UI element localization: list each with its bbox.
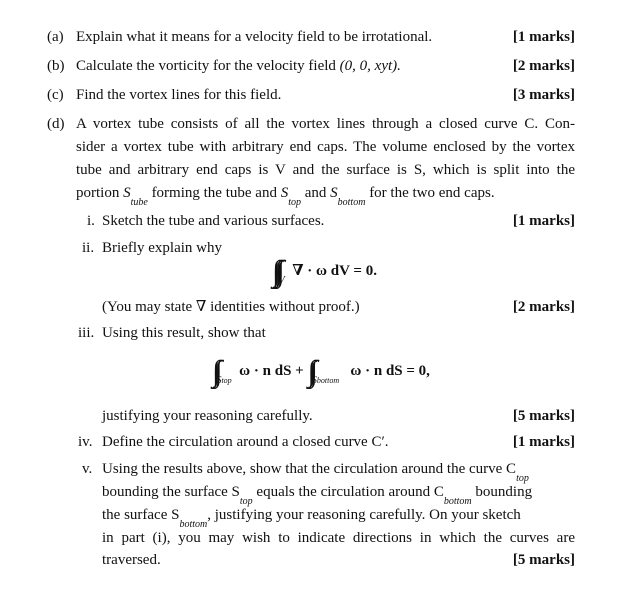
sub-bottom: bottom xyxy=(179,519,208,530)
subpart-v-line-2-b: equals the circulation around C xyxy=(252,484,444,500)
part-c-marks: [3 marks] xyxy=(512,87,575,103)
subpart-v-marks: [5 marks] xyxy=(512,552,575,568)
part-d-line-3: tube and arbitrary end caps is V and the surface is S, which is split into the xyxy=(76,162,575,178)
part-b-text xyxy=(76,57,401,75)
subpart-i-marks: [1 marks] xyxy=(512,213,575,229)
subpart-i-text: Sketch the tube and various surfaces. xyxy=(102,213,325,229)
part-a-label: (a) xyxy=(47,29,64,45)
subpart-ii-text: Briefly explain why xyxy=(102,240,222,256)
subpart-iii-equation xyxy=(212,355,430,390)
sub-tube: tube xyxy=(130,197,148,208)
subpart-v-line-5: traversed. xyxy=(102,552,161,568)
double-integral-icon: ∫∫ xyxy=(307,355,312,388)
part-a-text: Explain what it means for a velocity field to be irrotational. xyxy=(76,29,433,45)
part-d-line-4 xyxy=(76,184,495,212)
subpart-ii-note: (You may state ∇ identities without proof.) xyxy=(102,299,360,315)
part-b-text-before: Calculate the vorticity for the velocity field xyxy=(76,58,340,74)
s-symbol: S xyxy=(123,185,131,201)
subpart-iii-term-1: ω · n dS + xyxy=(239,363,304,379)
sub-s-top-s: S xyxy=(216,375,222,386)
subpart-v-label: v. xyxy=(82,461,93,477)
subpart-v-line-2-a: bounding the surface S xyxy=(102,484,240,500)
part-c-label: (c) xyxy=(47,87,64,103)
sub-s-top-text: top xyxy=(221,376,232,385)
part-d-line-4-a: portion xyxy=(76,185,124,201)
s-symbol: S xyxy=(330,185,338,201)
subpart-iii-term-2: ω · n dS = 0, xyxy=(350,363,430,379)
part-d-label: (d) xyxy=(47,116,65,132)
subpart-v-line-1-text: Using the results above, show that the circulation around the curve C xyxy=(102,461,517,477)
subpart-ii-eq-body: ∇ · ω dV = 0. xyxy=(292,263,377,279)
part-d-line-1: A vortex tube consists of all the vortex lines through a closed curve C. Con- xyxy=(76,116,575,132)
subpart-v-line-2-c: bounding xyxy=(471,484,533,500)
sub-top: top xyxy=(288,197,301,208)
part-d-line-4-b: forming the tube and xyxy=(147,185,281,201)
double-integral-icon: ∫∫ xyxy=(212,355,217,388)
sub-bottom: bottom xyxy=(443,496,472,507)
subpart-iii-marks: [5 marks] xyxy=(512,408,575,424)
subpart-iii-text: Using this result, show that xyxy=(102,325,266,341)
part-d-line-4-c: and xyxy=(300,185,331,201)
part-a-marks: [1 marks] xyxy=(512,29,575,45)
subpart-ii-label: ii. xyxy=(82,240,95,256)
part-b-math: (0, 0, xyt). xyxy=(339,58,401,74)
sub-s-bottom xyxy=(312,375,339,386)
sub-v: V xyxy=(278,275,285,286)
subpart-v-line-3-b: , justifying your reasoning carefully. On your sketch xyxy=(207,507,521,523)
sub-s-bottom-text: bottom xyxy=(316,376,340,385)
part-d-line-4-d: for the two end caps. xyxy=(365,185,495,201)
subpart-iii-after: justifying your reasoning carefully. xyxy=(102,408,313,424)
sub-s-bottom-s: S xyxy=(311,375,317,386)
subpart-v-line-3-a: the surface S xyxy=(102,507,180,523)
subpart-iv-marks: [1 marks] xyxy=(512,434,575,450)
part-b-marks: [2 marks] xyxy=(512,58,575,74)
subpart-v-line-4: in part (i), you may wish to indicate directions in which the curves are xyxy=(102,530,575,546)
sub-top: top xyxy=(516,473,529,484)
part-d-line-2: sider a vortex tube with arbitrary end caps. The volume enclosed by the vortex xyxy=(76,139,575,155)
subpart-iv-text: Define the circulation around a closed curve C′. xyxy=(102,434,389,450)
triple-integral-icon: ∫∫∫ xyxy=(272,255,279,288)
subpart-ii-equation xyxy=(272,255,377,290)
sub-top: top xyxy=(239,496,253,507)
subpart-iv-label: iv. xyxy=(78,434,93,450)
subpart-ii-marks: [2 marks] xyxy=(512,299,575,315)
s-symbol: S xyxy=(280,185,289,201)
part-b-label: (b) xyxy=(47,58,65,74)
sub-s-top xyxy=(216,375,231,386)
subpart-iii-label: iii. xyxy=(78,325,95,341)
subpart-i-label: i. xyxy=(87,213,95,229)
part-c-text: Find the vortex lines for this field. xyxy=(76,87,282,103)
sub-bottom: bottom xyxy=(337,197,366,208)
